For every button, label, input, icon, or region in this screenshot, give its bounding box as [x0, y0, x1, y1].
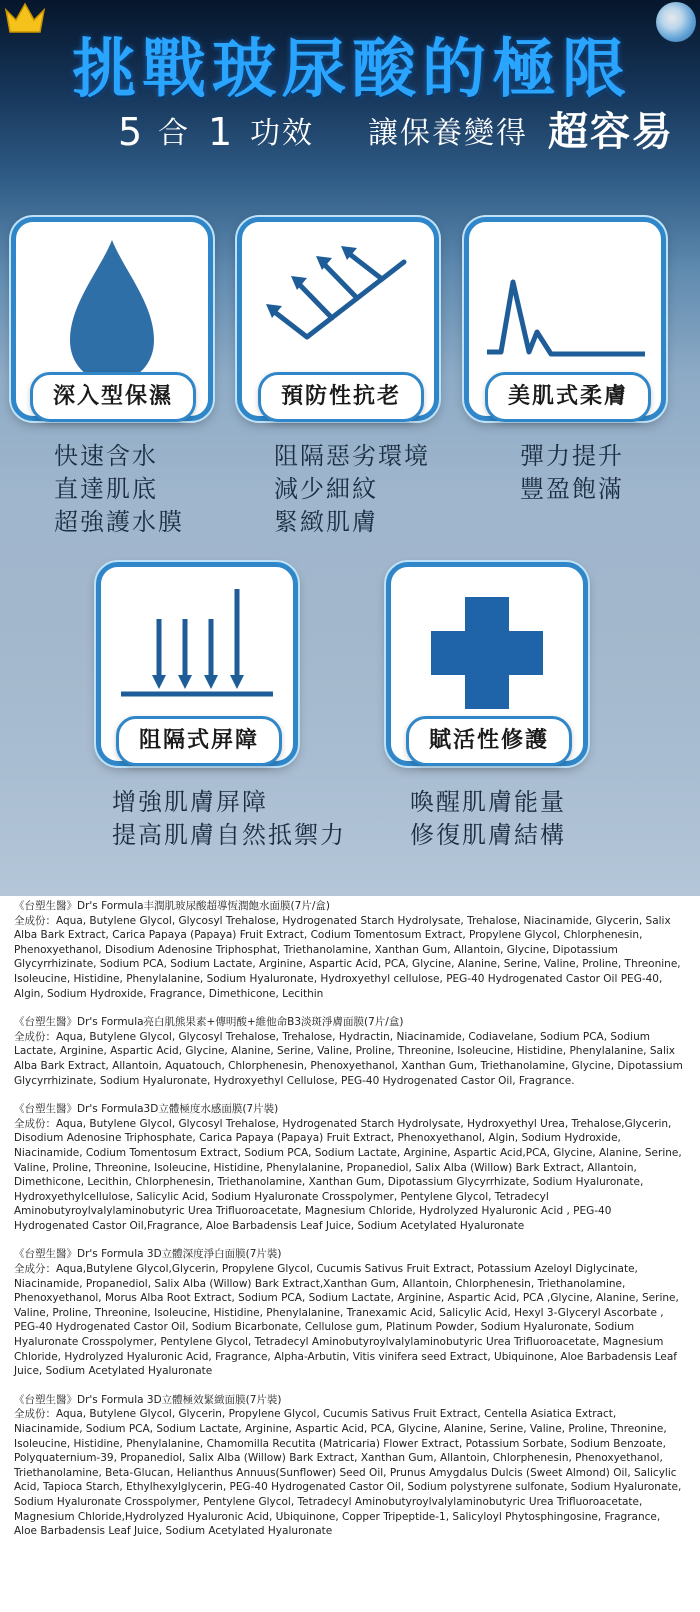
banner-subtitle	[0, 108, 700, 156]
feature-desc-line: 直達肌底	[54, 475, 158, 503]
feature-desc-barrier	[112, 786, 346, 852]
product-title: 《台塑生醫》Dr's Formula丰潤肌玻尿酸超導恆潤飽水面膜(7片/盒)	[14, 900, 330, 912]
subtitle-he: 合	[158, 116, 190, 151]
product-block	[14, 1393, 686, 1539]
feature-desc-line: 增強肌膚屏障	[112, 788, 268, 816]
product-block	[14, 1247, 686, 1378]
feature-desc-line: 提高肌膚自然抵禦力	[112, 821, 346, 849]
product-title: 《台塑生醫》Dr's Formula 3D立體深度淨白面膜(7片裝)	[14, 1248, 282, 1261]
product-title: 《台塑生醫》Dr's Formula3D立體極度水感面膜(7片裝)	[14, 1103, 279, 1116]
product-ingredients: 全成份：Aqua, Butylene Glycol, Glycosyl Trehalose, Hydrogenated Starch Hydrolysate, Hydroxyethyl Urea, Trehalose,Glycerin, Disodium Adenosine Triphosphate, Carica Papaya (Papaya) Fruit Extract, Phenoxyethanol, Algin, Sodium Hydroxide, Niacinamide, Codium Tomentosum Extract, Sodium PCA, Sodium Lactate, Arginine, Aspartic Acid,PCA, Glycine, Alanine, Serine, Valine, Proline, Threonine, Isoleucine, Histidine, Phenylalanine, Propanediol, Salix Alba (Willow) Bark Extract, Allantoin, Dimethicone, Lecithin, Chlorphenesin, Triethanolamine, Xanthan Gum, Dipotassium Glycyrrhizate, Sodium Hyaluronate, Hydroxyethylcellulose, Salicylic Acid, Sodium Hyaluronate Crosspolymer, Pentylene Glycol, Tetradecyl Aminobutyroylvalylaminobutyric Urea Trifluoroacetate, Magnesium Chloride, Hydrolyzed Hyaluronic Acid , PEG-40 Hydrogenated Castor Oil,Fragrance, Aloe Barbadensis Leaf Juice, Sodium Acetylated Hyaluronate	[14, 1117, 682, 1232]
product-block	[14, 899, 686, 1001]
subtitle-gongxiao: 功效	[250, 116, 314, 151]
product-title: 《台塑生醫》Dr's Formula亮白肌熊果素+傳明酸+維他命B3淡斑淨膚面膜(7片/盒)	[14, 1016, 404, 1029]
product-ingredients: 全成份：Aqua, Butylene Glycol, Glycosyl Trehalose, Trehalose, Hydractin, Niacinamide, Codiavelane, Sodium PCA, Sodium Lactate, Arginine, Aspartic Acid, Glycine, Alanine, Serine, Valine, Proline, Threonine, Isoleucine, Histidine, Phenylalanine, Salix Alba Bark Extract, Allantoin, Aquatouch, Chlorphenesin, Phenoxyethanol, Xanthan Gum, Triethanolamine, Glycine, Dipotassium Glycyrrhizinate, Sodium Hyaluronate, Hydroxyethyl Cellulose, PEG-40 Hydrogenated Castor Oil, Fragrance.	[14, 1030, 683, 1087]
feature-desc-line: 阻隔惡劣環境	[274, 442, 430, 470]
feature-label-moisturizing: 深入型保濕	[30, 372, 196, 422]
feature-desc-soft-skin	[520, 440, 624, 506]
feature-desc-moisturizing	[54, 440, 184, 539]
feature-desc-line: 快速含水	[54, 442, 158, 470]
product-ingredients: 全成分：Aqua,Butylene Glycol,Glycerin, Propylene Glycol, Cucumis Sativus Fruit Extract, Potassium Azeloyl Diglycinate, Niacinamide, Propanediol, Salix Alba (Willow) Bark Extract,Xanthan Gum, Allantoin, Chlorphenesin, Triethanolamine, Phenoxyethanol, Morus Alba Root Extract, Sodium PCA, Sodium Lactate, Arginine, Aspartic Acid, PCA ,Glycine, Alanine, Serine, Valine, Proline, Threonine, Isoleucine, Histidine, Phenylalanine, Tranexamic Acid, Salicylic Acid, Hexyl 3-Glyceryl Ascorbate , PEG-40 Hydrogenated Castor Oil, Sodium Bicarbonate, Cellulose gum, Platinum Powder, Sodium Hyaluronate, Sodium Hyaluronate Crosspolymer, Pentylene Glycol, Tetradecyl Aminobutyroylvalylaminobutyric Urea Trifluoroacetate, Magnesium Chloride, Hydrolyzed Hyaluronic Acid, Fragrance, Alpha-Arbutin, Vitis vinifera seed Extract, Ubiquinone, Aloe Barbadensis Leaf Juice, Sodium Acetylated Hyaluronate	[14, 1263, 679, 1378]
product-block	[14, 1102, 686, 1233]
feature-desc-line: 修復肌膚結構	[410, 821, 566, 849]
subtitle-rang: 讓保養變得	[368, 116, 528, 151]
feature-desc-line: 彈力提升	[520, 442, 624, 470]
feature-desc-anti-aging	[274, 440, 430, 539]
subtitle-number-one: 1	[208, 110, 233, 154]
feature-desc-line: 超強護水膜	[54, 508, 184, 536]
feature-desc-line: 減少細紋	[274, 475, 378, 503]
product-title: 《台塑生醫》Dr's Formula 3D立體極效緊緻面膜(7片裝)	[14, 1393, 282, 1406]
feature-label-soft-skin: 美肌式柔膚	[485, 372, 651, 422]
feature-desc-line: 緊緻肌膚	[274, 508, 378, 536]
feature-desc-repair	[410, 786, 566, 852]
subtitle-number-five: 5	[118, 110, 143, 154]
product-block	[14, 1015, 686, 1088]
feature-label-anti-aging: 預防性抗老	[258, 372, 424, 422]
product-ingredients: 全成份：Aqua, Butylene Glycol, Glycerin, Propylene Glycol, Cucumis Sativus Fruit Extract, Centella Asiatica Extract, Niacinamide, Sodium PCA, Sodium Lactate, Arginine, Aspartic Acid, PCA, Glycine, Alanine, Serine, Valine, Proline, Threonine, Isoleucine, Histidine, Phenylalanine, Chamomilla Recutita (Matricaria) Flower Extract, Potassium Sorbate, Sodium Benzoate, Polyquaternium-39, Propanediol, Salix Alba (Willow) Bark Extract, Xanthan Gum, Allantoin, Chlorphenesin, Phenoxyethanol, Triethanolamine, Beta-Glucan, Helianthus Annuus(Sunflower) Seed Oil, Prunus Amygdalus Dulcis (Sweet Almond) Oil, Salicylic Acid, Tapioca Starch, Ethylhexylglycerin, PEG-40 Hydrogenated Castor Oil, Sodium polystyrene sulfonate, Sodium Hyaluronate, Sodium Hyaluronate Crosspolymer, Pentylene Glycol, Tetradecyl Aminobutyroylvalylaminobutyric Urea Trifluoroacetate, Magnesium Chloride,Hydrolyzed Hyaluronic Acid, Ubiquinone, Copper Tripeptide-1, Salicyloyl Phytosphingosine, Fragrance, Aloe Barbadensis Leaf Juice, Sodium Acetylated Hyaluronate	[14, 1408, 682, 1538]
ingredients-section	[14, 899, 686, 1553]
subtitle-emphasis: 超容易	[548, 109, 674, 155]
feature-desc-line: 豐盈飽滿	[520, 475, 624, 503]
feature-label-repair: 賦活性修護	[406, 716, 572, 766]
product-ingredients: 全成份：Aqua, Butylene Glycol, Glycosyl Trehalose, Hydrogenated Starch Hydrolysate, Trehalose, Niacinamide, Glycerin, Salix Alba Bark Extract, Carica Papaya (Papaya) Fruit Extract, Codium Tomentosum Extract, Propylene Glycol, Chlorphenesin, Phenoxyethanol, Disodium Adenosine Triphosphat, Triethanolamine, Xanthan Gum, Allantoin, Glycine, Dipotassium Glycyrrhizinate, Sodium PCA, Sodium Lactate, Arginine, Aspartic Acid, PCA, Glycine, Alanine, Serine, Valine, Proline, Threonine, Isoleucine, Histidine, Phenylalanine, Sodium Hyaluronate, Hydroxyethyl cellulose, PEG-40 Hydrogenated Castor Oil PEG-40, Algin, Sodium Hydroxide, Fragrance, Dimethicone, Lecithin	[14, 914, 681, 1000]
feature-desc-line: 喚醒肌膚能量	[410, 788, 566, 816]
banner-title: 挑戰玻尿酸的極限	[72, 33, 632, 107]
feature-label-barrier: 阻隔式屏障	[116, 716, 282, 766]
